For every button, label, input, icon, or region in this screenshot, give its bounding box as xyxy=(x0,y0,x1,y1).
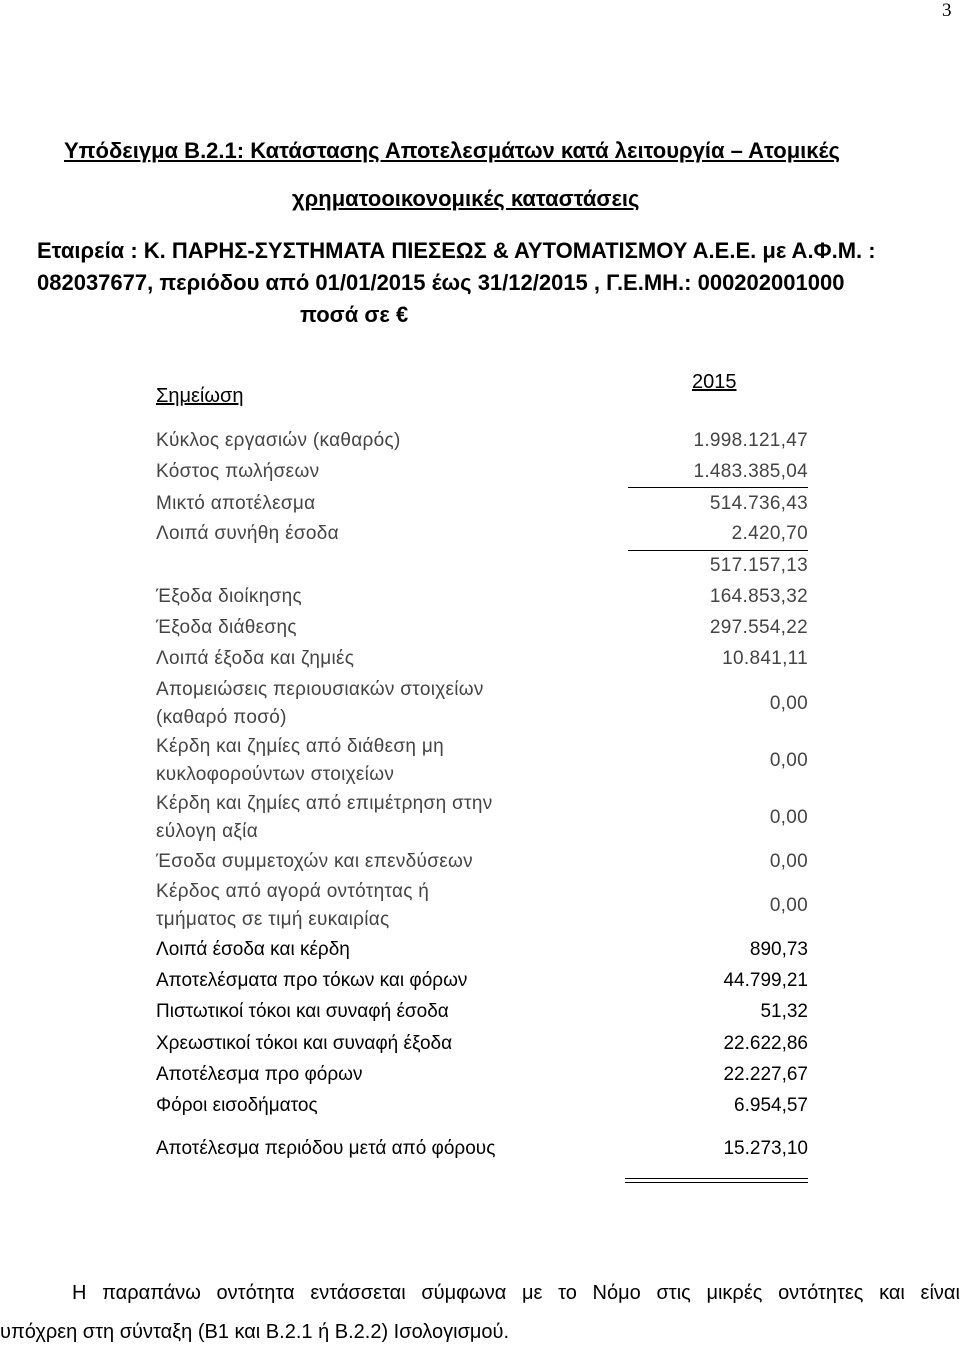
row-label-line-1: Απομειώσεις περιουσιακών στοιχείων xyxy=(156,679,484,700)
row-label: Μικτό αποτέλεσμα xyxy=(156,493,316,514)
footer-line-2: υπόχρεη στη σύνταξη (Β1 και Β.2.1 ή Β.2.2) Ισολογισμού. xyxy=(0,1321,510,1343)
row-value: 0,00 xyxy=(769,895,808,916)
row-label-line-2: εύλογη αξία xyxy=(156,821,258,842)
row-value: 0,00 xyxy=(769,693,808,714)
row-label: Λοιπά έσοδα και κέρδη xyxy=(156,939,350,960)
footer-word: στις xyxy=(656,1282,691,1304)
row-label-line-1: Κέρδη και ζημίες από επιμέτρηση στην xyxy=(156,793,493,814)
row-label-line-2: τμήματος σε τιμή ευκαιρίας xyxy=(156,909,390,930)
footer-word: οντότητα xyxy=(216,1282,295,1304)
row-label: Πιστωτικοί τόκοι και συναφή έσοδα xyxy=(156,1001,449,1022)
row-value: 0,00 xyxy=(769,851,808,872)
row-value: 15.273,10 xyxy=(723,1138,808,1159)
row-value: 514.736,43 xyxy=(709,493,808,514)
company-line: Εταιρεία : Κ. ΠΑΡΗΣ-ΣΥΣΤΗΜΑΤΑ ΠΙΕΣΕΩΣ & ΑΥΤΟΜΑΤΙΣΜΟΥ Α.Ε.Ε. με Α.Φ.Μ. : xyxy=(37,238,876,263)
row-value: 10.841,11 xyxy=(722,648,808,669)
row-label: Λοιπά έξοδα και ζημιές xyxy=(156,648,355,669)
row-value: 1.483.385,04 xyxy=(693,461,808,482)
footer-word: με xyxy=(521,1282,543,1304)
row-value: 890,73 xyxy=(749,939,808,960)
row-label: Χρεωστικοί τόκοι και συναφή έξοδα xyxy=(156,1033,453,1054)
subtotal-rule xyxy=(628,550,808,551)
row-value: 297.554,22 xyxy=(709,617,808,638)
row-value: 0,00 xyxy=(769,807,808,828)
row-label: Αποτελέσματα προ τόκων και φόρων xyxy=(156,970,468,991)
row-value: 44.799,21 xyxy=(723,970,808,991)
period-line: 082037677, περιόδου από 01/01/2015 έως 31/12/2015 , Γ.Ε.ΜΗ.: 000202001000 xyxy=(37,270,845,295)
row-value: 0,00 xyxy=(769,750,808,771)
heading-line-2: χρηματοοικονομικές καταστάσεις xyxy=(292,186,640,211)
page-number: 3 xyxy=(942,0,952,21)
subtotal-rule xyxy=(628,487,808,488)
footer-word: σύμφωνα xyxy=(421,1282,507,1304)
footer-word: οντότητες xyxy=(778,1282,864,1304)
column-header-note: Σημείωση xyxy=(156,385,244,407)
row-value: 1.998.121,47 xyxy=(693,430,808,451)
row-label: Έξοδα διοίκησης xyxy=(156,586,302,607)
heading-line-1: Υπόδειγμα Β.2.1: Κατάστασης Αποτελεσμάτων κατά λειτουργία – Ατομικές xyxy=(64,138,840,163)
row-label: Αποτέλεσμα προ φόρων xyxy=(156,1064,363,1085)
row-label: Αποτέλεσμα περιόδου μετά από φόρους xyxy=(156,1138,496,1159)
row-label: Φόροι εισοδήματος xyxy=(156,1095,318,1116)
row-label: Κόστος πωλήσεων xyxy=(156,461,320,482)
currency-line: ποσά σε € xyxy=(300,302,409,327)
row-label: Λοιπά συνήθη έσοδα xyxy=(156,523,339,544)
row-label: Έσοδα συμμετοχών και επενδύσεων xyxy=(156,851,473,872)
row-value: 164.853,32 xyxy=(709,586,808,607)
row-label-line-1: Κέρδος από αγορά οντότητας ή xyxy=(156,881,430,902)
row-label: Κύκλος εργασιών (καθαρός) xyxy=(156,430,401,451)
table-row xyxy=(156,733,808,791)
footer-word: Η xyxy=(72,1282,87,1304)
row-value: 22.622,86 xyxy=(723,1033,808,1054)
column-header-year: 2015 xyxy=(692,371,737,393)
footer-word: και xyxy=(879,1282,905,1304)
row-label-line-1: Κέρδη και ζημίες από διάθεση μη xyxy=(156,736,444,757)
row-label-line-2: (καθαρό ποσό) xyxy=(156,707,287,728)
table-row xyxy=(156,790,808,848)
table-row xyxy=(156,676,808,734)
footer-word: μικρές xyxy=(706,1282,763,1304)
row-value: 517.157,13 xyxy=(709,555,808,576)
total-double-rule xyxy=(625,1178,808,1183)
footer-word: παραπάνω xyxy=(102,1282,201,1304)
footer-word: Νόμο xyxy=(592,1282,641,1304)
footer-word: εντάσσεται xyxy=(310,1282,406,1304)
row-value: 2.420,70 xyxy=(731,523,808,544)
row-value: 22.227,67 xyxy=(723,1064,808,1085)
footer-word: το xyxy=(558,1282,577,1304)
table-row xyxy=(156,878,808,936)
row-label: Έξοδα διάθεσης xyxy=(156,617,297,638)
footer-word: είναι xyxy=(920,1282,960,1304)
row-value: 6.954,57 xyxy=(734,1095,808,1116)
row-value: 51,32 xyxy=(760,1001,808,1022)
footer-line-1 xyxy=(72,1282,960,1305)
row-label-line-2: κυκλοφορούντων στοιχείων xyxy=(156,764,395,785)
